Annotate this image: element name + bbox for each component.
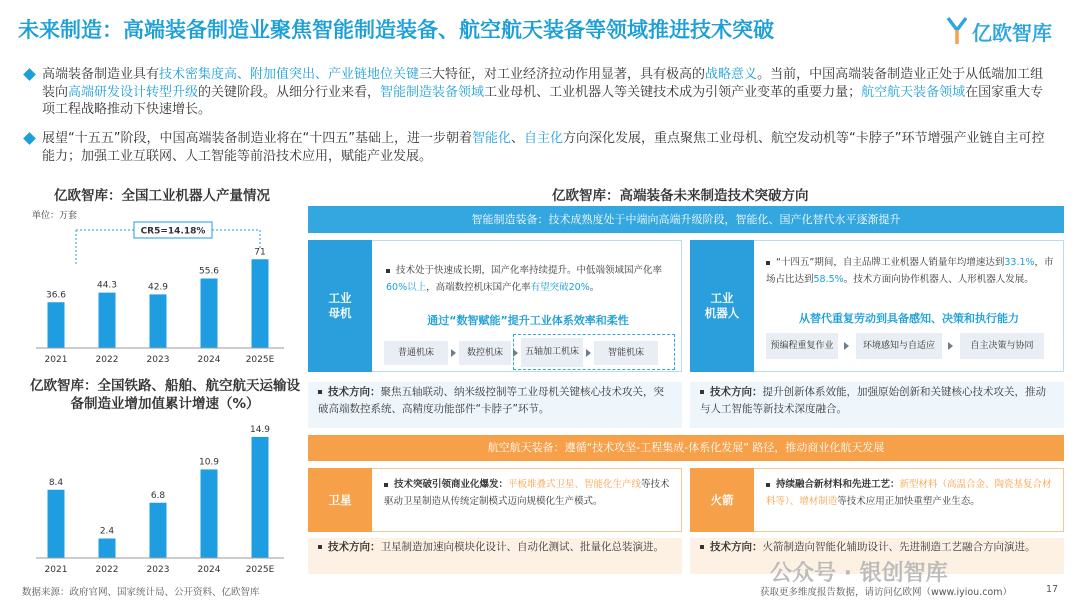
tag-line: 母机	[328, 306, 352, 320]
chart2-value-label: 2.4	[99, 526, 115, 537]
chart1-x-tick-label: 2022	[95, 355, 119, 365]
chart1-unit-label: 单位：万套	[32, 211, 78, 221]
direction-label: 技术方向：	[328, 541, 381, 553]
step-cnc-machine: 数控机床	[459, 341, 511, 365]
tag-line: 工业	[328, 291, 352, 305]
arrow-right-icon	[844, 342, 849, 350]
bullet-highlight: 战略意义	[705, 67, 758, 82]
chart2-x-tick-label: 2021	[44, 565, 68, 575]
chart2-bar-2025E	[252, 437, 269, 558]
card-bold: 持续融合新材料和先进工艺：	[776, 479, 900, 490]
chart1-bar-2024	[201, 279, 218, 349]
robot-direction	[690, 382, 1064, 428]
square-bullet-icon	[700, 545, 704, 549]
cr5-annotation: CR5=14.18%	[140, 226, 206, 237]
bullet-highlight: 航空航天装备领域	[861, 84, 966, 100]
card-highlight: 58.5%	[813, 274, 844, 285]
direction-label: 技术方向：	[710, 541, 763, 553]
card-text: 。	[589, 282, 600, 293]
more-reports-link[interactable]: 获取更多维度报告数据，请访问亿欧网（www.iyiou.com）	[760, 587, 1013, 598]
chart1-value-label: 71	[254, 247, 266, 258]
chart2-x-tick-label: 2024	[197, 565, 221, 575]
step-preprogrammed: 预编程重复作业	[766, 333, 838, 359]
chart2-value-label: 6.8	[150, 490, 166, 501]
bullet-highlight: 智能化	[471, 131, 511, 146]
direction-label: 技术方向：	[710, 386, 763, 398]
satellite-direction	[308, 538, 682, 574]
bullet-1	[26, 66, 1056, 119]
logo	[946, 14, 1066, 48]
card-highlight: 33.1%	[1004, 257, 1035, 268]
data-source: 数据来源：政府官网、国家统计局、公开资料、亿欧智库	[22, 587, 260, 598]
chart1-title: 亿欧智库：全国工业机器人产量情况	[54, 188, 270, 204]
logo-icon	[946, 16, 968, 46]
bullet-highlight: 智能制造装备领域	[380, 84, 485, 100]
step-autonomous: 自主决策与协同	[960, 333, 1044, 359]
direction-text: 卫星制造加速向模块化设计、自动化测试、批量化总装演进。	[380, 541, 664, 553]
machine-tool-text	[386, 262, 676, 296]
step-five-axis-machine: 五轴加工机床	[521, 338, 583, 367]
bullet-highlight: 高端研发设计转型升级	[68, 84, 199, 100]
aerospace-banner: 航空航天装备：遵循“技术攻坚-工程集成-体系化发展” 路径，推动商业化航天发展	[308, 435, 1064, 461]
direction-text: 火箭制造向智能化辅助设计、先进制造工艺融合方向演进。	[762, 541, 1036, 553]
chart1-x-tick-label: 2021	[44, 355, 68, 365]
chart1-x-tick-label: 2025E	[245, 355, 275, 365]
bullet-text: 工业母机、工业机器人等关键技术成为引领产业变革的重要力量；	[484, 84, 862, 100]
square-bullet-icon	[318, 545, 322, 549]
robot-tag	[690, 240, 754, 372]
robot-output-chart	[22, 202, 292, 370]
chart1-bar-2025E	[252, 259, 269, 348]
step-ordinary-machine: 普通机床	[384, 341, 448, 365]
chart2-value-label: 10.9	[198, 457, 220, 468]
chart1-x-tick-label: 2024	[197, 355, 221, 365]
direction-label: 技术方向：	[328, 386, 381, 398]
bullet-highlight: 自主化	[523, 131, 563, 146]
arrow-right-icon	[513, 349, 518, 357]
square-bullet-icon	[318, 390, 322, 394]
bullet-text: 高端装备制造业具有	[42, 67, 160, 82]
machine-tool-subhead: 通过“数智赋能”提升工业体系效率和柔性	[427, 314, 629, 327]
step-smart-machine: 智能机床	[594, 341, 658, 365]
machine-tool-tag	[308, 240, 372, 372]
chart2-x-tick-label: 2022	[95, 565, 119, 575]
chart2-bar-2022	[99, 539, 116, 559]
chart1-value-label: 55.6	[198, 266, 220, 277]
chart1-value-label: 44.3	[96, 280, 118, 291]
chart2-bar-2023	[150, 503, 167, 558]
chart2-x-tick-label: 2023	[146, 565, 170, 575]
chart2-value-label: 8.4	[48, 477, 64, 488]
chart2-bar-2024	[201, 469, 218, 558]
chart1-x-tick-label: 2023	[146, 355, 170, 365]
chart2-title: 亿欧智库：全国铁路、船舶、航空航天运输设备制造业增加值累计增速（%）	[30, 378, 300, 412]
square-bullet-icon	[386, 269, 390, 273]
card-text: 。技术方面向协作机器人、人形机器人发展。	[843, 274, 1034, 285]
square-bullet-icon	[700, 390, 704, 394]
square-bullet-icon	[766, 261, 770, 265]
robot-text	[766, 254, 1056, 288]
bullet-text: 方向深化发展，重点聚焦工业母机、航空发动机等“卡脖子”环节增强产业链自主可控能力；加强工业互联网、人工智能等前沿技术应用，赋能产业发展。	[42, 131, 1045, 164]
bullet-2	[26, 130, 1056, 165]
chart2-value-label: 14.9	[249, 424, 271, 435]
arrow-right-icon	[586, 349, 591, 357]
rocket-text	[766, 476, 1058, 510]
square-bullet-icon	[384, 483, 388, 487]
card-text: 等技术应用正加快重塑产业生态。	[837, 496, 980, 507]
chart1-bar-2023	[150, 294, 167, 348]
bullet-text: 三大特征，对工业经济拉动作用显著，具有极高的	[419, 67, 706, 82]
page-number: 17	[1046, 584, 1059, 595]
machine-tool-direction	[308, 382, 682, 428]
tag-line: 工业	[710, 291, 734, 305]
bullet-text: 。当前，中国高端装备制造业正处于从低端加工组装向	[42, 67, 1044, 100]
arrow-right-icon	[451, 349, 456, 357]
chart1-value-label: 42.9	[147, 282, 169, 293]
card-highlight: 新型材料（高温合金、陶瓷基复合材料等）、增材制造	[766, 479, 1052, 507]
card-highlight: 60%以上	[386, 282, 427, 293]
chart1-bar-2021	[48, 302, 65, 348]
card-text: 技术处于快速成长期，国产化率持续提升。中低端领域国产化率	[396, 265, 663, 276]
chart2-x-tick-label: 2025E	[245, 565, 275, 575]
bullet-highlight: 技术密集度高、附加值突出、产业链地位关键	[159, 67, 420, 82]
card-highlight: 平板堆叠式卫星、智能化生产线	[508, 479, 642, 490]
card-text: ，高端数控机床国产化率	[426, 282, 531, 293]
bullet-text: 在国家重大专项工程战略推动下快速增长。	[42, 84, 1044, 117]
robot-subhead: 从替代重复劳动到具备感知、决策和执行能力	[799, 312, 1019, 325]
card-text: ，市场占比达到	[766, 257, 1054, 285]
logo-text: 亿欧智库	[972, 20, 1052, 45]
right-panel-title: 亿欧智库：高端装备未来制造技术突破方向	[552, 188, 809, 204]
transport-equipment-growth-chart	[22, 418, 292, 576]
card-highlight: 有望突破20%	[530, 282, 590, 293]
card-text: 等技术驱动卫星制造从传统定制模式迈向规模化生产模式。	[384, 479, 670, 507]
page-title: 未来制造：高端装备制造业聚焦智能制造装备、航空航天装备等领域推进技术突破	[18, 18, 774, 42]
smart-manufacturing-banner: 智能制造装备：技术成熟度处于中端向高端升级阶段，智能化、国产化替代水平逐渐提升	[308, 206, 1064, 233]
bullet-text: 展望“十五五”阶段，中国高端装备制造业将在“十四五”基础上，进一步朝着	[42, 131, 472, 146]
bullet-text: 、	[510, 131, 524, 146]
rocket-tag: 火箭	[690, 468, 754, 532]
direction-text: 聚焦五轴联动、纳米级控制等工业母机关键核心技术攻关，突破高端数控系统、高精度功能部件“卡脖子”环节。	[318, 386, 664, 415]
chart2-bar-2021	[48, 490, 65, 558]
tag-line: 机器人	[704, 306, 740, 320]
square-bullet-icon	[766, 483, 770, 487]
arrow-right-icon	[948, 342, 953, 350]
satellite-tag: 卫星	[308, 468, 372, 532]
satellite-text	[384, 476, 676, 510]
watermark: 公众号 · 银创智库	[770, 561, 948, 586]
card-bold: 技术突破引领商业化爆发：	[394, 479, 509, 490]
chart1-bar-2022	[99, 293, 116, 348]
chart1-value-label: 36.6	[45, 290, 67, 301]
bullet-text: 的关键阶段。从细分行业来看，	[198, 84, 381, 100]
direction-text: 提升创新体系效能，加强原始创新和关键核心技术攻关，推动与人工智能等新技术深度融合。	[700, 386, 1046, 415]
step-perception: 环境感知与自适应	[856, 333, 942, 359]
card-text: “十四五”期间，自主品牌工业机器人销量年均增速达到	[776, 257, 1005, 268]
